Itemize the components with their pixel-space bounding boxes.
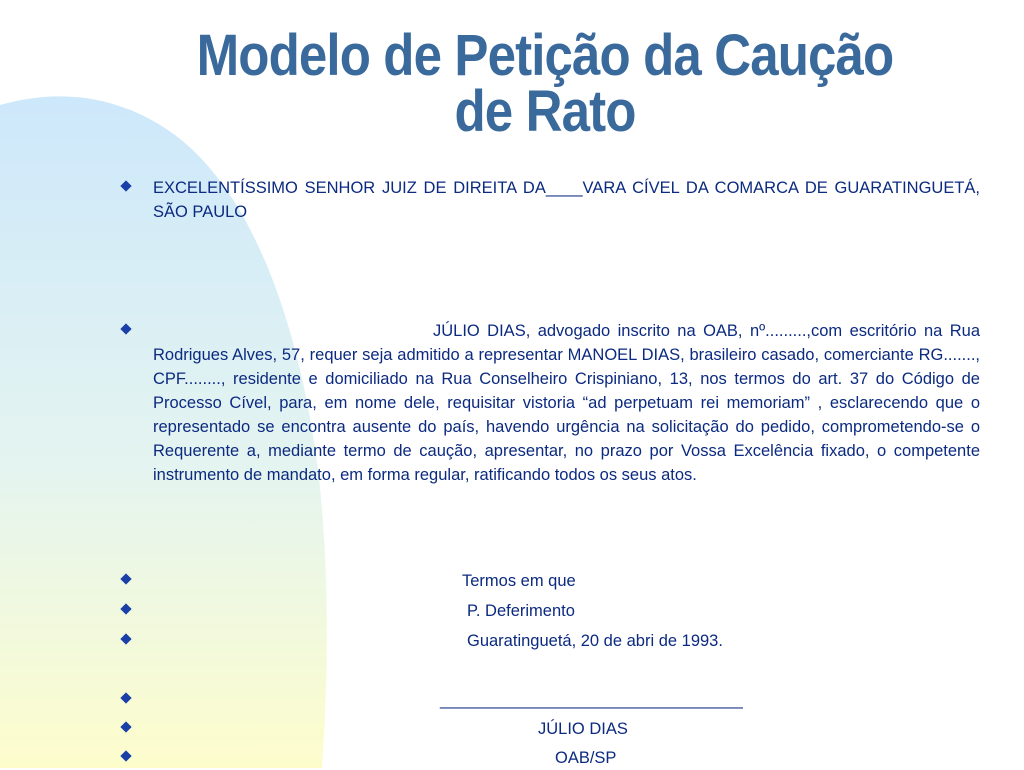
diamond-bullet-icon <box>120 323 131 334</box>
diamond-bullet-icon <box>120 603 131 614</box>
addressee-paragraph: EXCELENTÍSSIMO SENHOR JUIZ DE DIREITA DA____VARA CÍVEL DA COMARCA DE GUARATINGUETÁ, SÃO PAULO <box>153 179 980 221</box>
slide-title-line-2: de Rato <box>454 79 636 144</box>
slide-title <box>189 23 902 144</box>
petition-paragraph: JÚLIO DIAS, advogado inscrito na OAB, nº.........,com escritório na Rua Rodrigues Alves, 57, requer seja admitido a representar MANOEL DIAS, brasileiro casado, comerciante RG......., CPF........, residente e domiciliado na Rua Conselheiro Crispiniano, 13, nos termos do art. 37 do Código de Processo Cível, para, em nome dele, requisitar vistoria “ad perpetuam rei memoriam” , esclarecendo que o representado se encontra ausente do país, havendo urgência na solicitação do pedido, comprometendo-se o Requerente a, mediante termo de caução, apresentar, no prazo por Vossa Excelência fixado, o competente instrumento de mandato, em forma regular, ratificando todos os seus atos. <box>153 322 980 484</box>
closing-terms: Termos em que <box>462 572 576 590</box>
list-item-signature-oab <box>122 746 980 770</box>
diamond-bullet-icon <box>120 180 131 191</box>
slide-title-line-1: Modelo de Petição da Caução <box>196 23 894 88</box>
list-item-closing-2 <box>122 599 980 623</box>
diamond-bullet-icon <box>120 633 131 644</box>
closing-deferment: P. Deferimento <box>467 602 575 620</box>
diamond-bullet-icon <box>120 721 131 732</box>
diamond-bullet-icon <box>120 692 131 703</box>
diamond-bullet-icon <box>120 573 131 584</box>
closing-place-date: Guaratinguetá, 20 de abri de 1993. <box>467 632 723 650</box>
list-item-signature-line <box>122 688 980 712</box>
list-item-closing-1 <box>122 569 980 593</box>
list-item-closing-3 <box>122 629 980 653</box>
signature-oab: OAB/SP <box>555 749 617 767</box>
diamond-bullet-icon <box>120 750 131 761</box>
list-item-addressee <box>122 176 980 224</box>
signature-line: _________________________________ <box>440 691 743 709</box>
list-item-signature-name <box>122 717 980 741</box>
signature-name: JÚLIO DIAS <box>538 720 628 738</box>
list-item-petition-body <box>122 319 980 487</box>
